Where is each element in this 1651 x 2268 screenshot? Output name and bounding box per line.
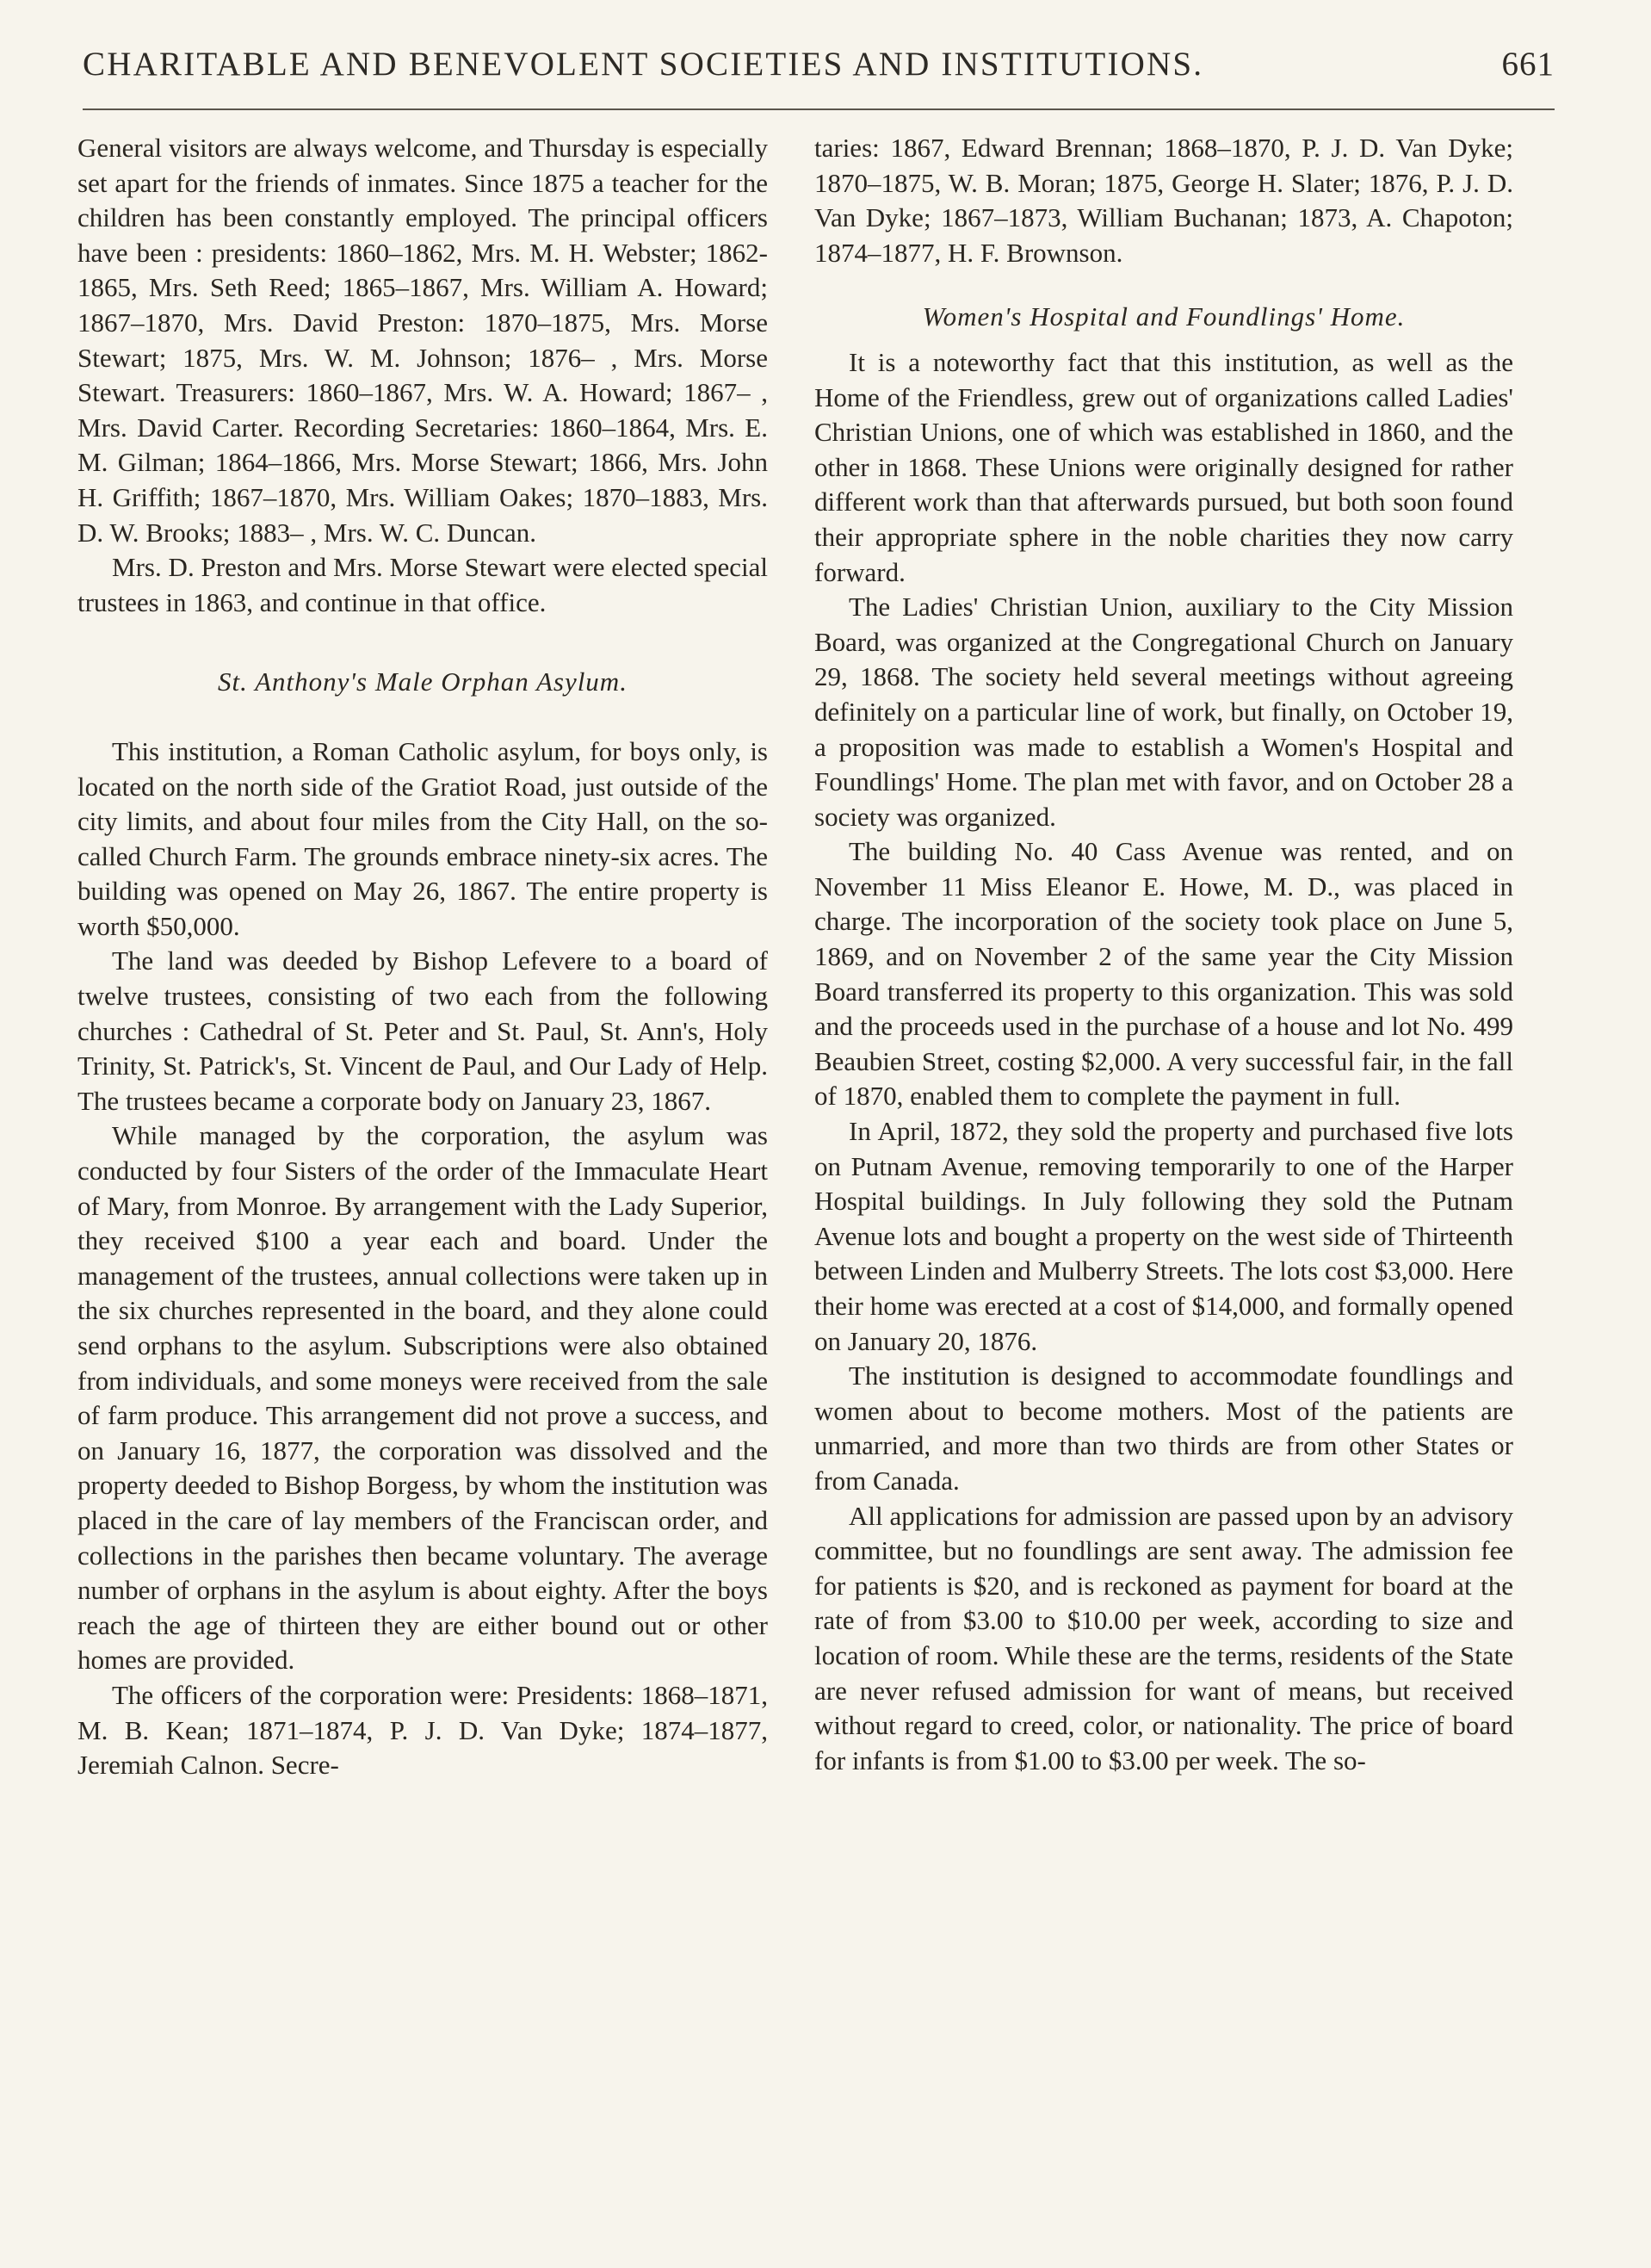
paragraph: The institution is designed to accommodate foundlings and women about to become mothers. Most of the patients are unmarried, and more than two thirds are from other States or from Canada.: [814, 1360, 1513, 1496]
right-column: [814, 131, 1513, 1778]
running-header: [83, 45, 1555, 84]
page-number: 661: [1501, 46, 1555, 83]
paragraph: All applications for admission are passed upon by an advisory committee, but no foundlings are sent away. The admission fee for patients is $20, and is reckoned as payment for board at the rate of from $3.00 to $10.00 per week, according to size and location of room. While these are the terms, residents of the State are never refused admission for want of means, but received without regard to creed, color, or nationality. The price of board for infants is from $1.00 to $3.00 per week. The so-: [814, 1500, 1513, 1775]
running-title: CHARITABLE AND BENEVOLENT SOCIETIES AND INSTITUTIONS.: [83, 46, 1204, 83]
paragraph: While managed by the corporation, the asylum was conducted by four Sisters of the order of the Immaculate Heart of Mary, from Monroe. By arrangement with the Lady Superior, they received $100 a year each and board. Under the management of the trustees, annual collections were taken up in the six churches represented in the board, and they alone could send orphans to the asylum. Subscriptions were also obtained from individuals, and some moneys were received from the sale of farm produce. This arrangement did not prove a success, and on January 16, 1877, the corporation was dissolved and the property deeded to Bishop Borgess, by whom the institution was placed in the care of lay members of the Franciscan order, and collections in the parishes then became voluntary. The average number of orphans in the asylum is about eighty. After the boys reach the age of thirteen they are either bound out or other homes are provided.: [77, 1120, 768, 1676]
paragraph: General visitors are always welcome, and Thursday is especially set apart for the friends of inmates. Since 1875 a teacher for the children has been constantly employed. The principal officers have been : presidents: 1860–1862, Mrs. M. H. Webster; 1862-1865, Mrs. Seth Reed; 1865–1867, Mrs. William A. Howard; 1867–1870, Mrs. David Preston: 1870–1875, Mrs. Morse Stewart; 1875, Mrs. W. M. Johnson; 1876– , Mrs. Morse Stewart. Treasurers: 1860–1867, Mrs. W. A. Howard; 1867– , Mrs. David Carter. Recording Secretaries: 1860–1864, Mrs. E. M. Gilman; 1864–1866, Mrs. Morse Stewart; 1866, Mrs. John H. Griffith; 1867–1870, Mrs. William Oakes; 1870–1883, Mrs. D. W. Brooks; 1883– , Mrs. W. C. Duncan.: [77, 133, 768, 548]
left-column: [77, 131, 768, 1783]
paragraph: The building No. 40 Cass Avenue was rented, and on November 11 Miss Eleanor E. Howe, M. D., was placed in charge. The incorporation of the society took place on June 5, 1869, and on November 2 of the same year the City Mission Board transferred its property to this organization. This was sold and the proceeds used in the purchase of a house and lot No. 499 Beaubien Street, costing $2,000. A very successful fair, in the fall of 1870, enabled them to complete the payment in full.: [814, 836, 1513, 1112]
paragraph: It is a noteworthy fact that this institution, as well as the Home of the Friendless, grew out of organizations called Ladies' Christian Unions, one of which was established in 1860, and the other in 1868. These Unions were originally designed for rather different work than that afterwards pursued, but both soon found their appropriate sphere in the noble charities they now carry forward.: [814, 346, 1513, 587]
paragraph: The land was deeded by Bishop Lefevere to a board of twelve trustees, consisting of two each from the following churches : Cathedral of St. Peter and St. Paul, St. Ann's, Holy Trinity, St. Patrick's, St. Vincent de Paul, and Our Lady of Help. The trustees became a corporate body on January 23, 1867.: [77, 945, 768, 1116]
paragraph: In April, 1872, they sold the property and purchased five lots on Putnam Avenue, removing temporarily to one of the Harper Hospital buildings. In July following they sold the Putnam Avenue lots and bought a property on the west side of Thirteenth between Linden and Mulberry Streets. The lots cost $3,000. Here their home was erected at a cost of $14,000, and formally opened on January 20, 1876.: [814, 1116, 1513, 1356]
paragraph: This institution, a Roman Catholic asylum, for boys only, is located on the north side of the Gratiot Road, just outside of the city limits, and about four miles from the City Hall, on the so-called Church Farm. The grounds embrace ninety-six acres. The building was opened on May 26, 1867. The entire property is worth $50,000.: [77, 735, 768, 941]
paragraph: The officers of the corporation were: Presidents: 1868–1871, M. B. Kean; 1871–1874, P. J. D. Van Dyke; 1874–1877, Jeremiah Calnon. Secre-: [77, 1679, 768, 1781]
section-heading: St. Anthony's Male Orphan Asylum.: [218, 666, 628, 697]
section-heading: Women's Hospital and Foundlings' Home.: [922, 301, 1406, 332]
paragraph: The Ladies' Christian Union, auxiliary to the City Mission Board, was organized at the Congregational Church on January 29, 1868. The society held several meetings without agreeing definitely on a particular line of work, but finally, on October 19, a proposition was made to establish a Women's Hospital and Foundlings' Home. The plan met with favor, and on October 28 a society was organized.: [814, 592, 1513, 832]
paragraph: taries: 1867, Edward Brennan; 1868–1870, P. J. D. Van Dyke; 1870–1875, W. B. Moran; 1875, George H. Slater; 1876, P. J. D. Van Dyke; 1867–1873, William Buchanan; 1873, A. Chapoton; 1874–1877, H. F. Brownson.: [814, 133, 1513, 268]
header-rule: [83, 108, 1555, 110]
paragraph: Mrs. D. Preston and Mrs. Morse Stewart were elected special trustees in 1863, and continue in that office.: [77, 552, 768, 617]
